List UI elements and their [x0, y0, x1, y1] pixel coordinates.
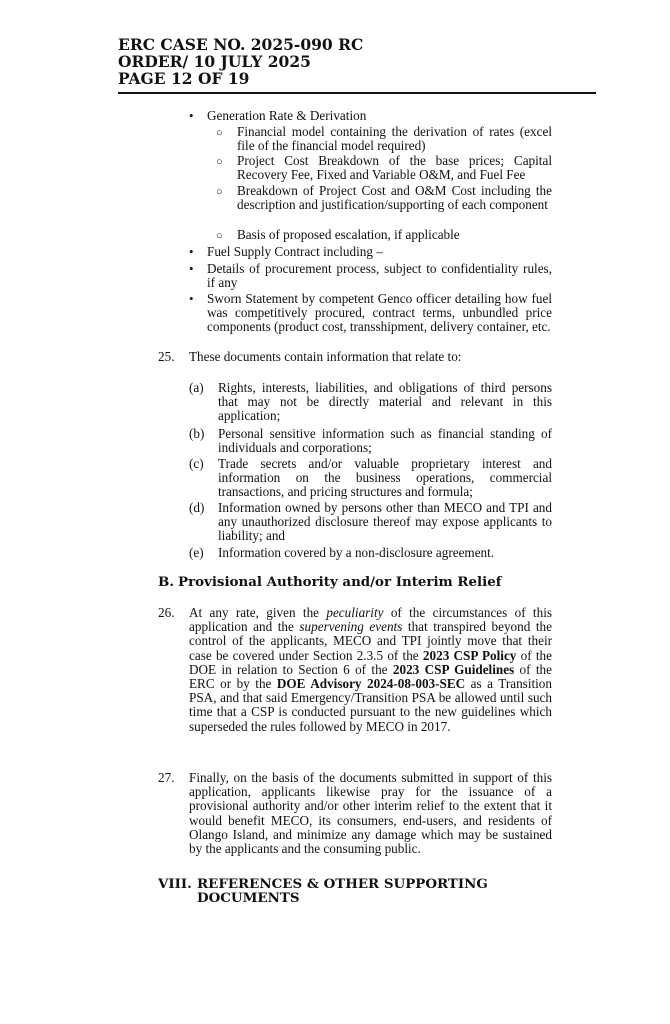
paragraph-27: Finally, on the basis of the documents submitted in support of this application, applicants likewise pray for the issuance of a provisional authority and/or other interim relief to the extent that it would benefit MECO, its consumers, end-users, and residents of Olango Island, and minimize any damage which may be sustained by the applicants and the consuming public.: [189, 770, 552, 857]
list-item: Information owned by persons other than MECO and TPI and any unauthorized disclosure thereof may expose applicants to liability; and: [218, 500, 552, 544]
page-number: PAGE 12 OF 19: [118, 69, 250, 88]
sub-bullet-item: Basis of proposed escalation, if applicable: [237, 227, 460, 242]
item-label: (d): [189, 500, 205, 515]
sub-bullet-item: Financial model containing the derivation of rates (excel file of the financial model required): [237, 124, 552, 154]
circle-bullet-icon: ○: [216, 230, 223, 242]
circle-bullet-icon: ○: [216, 127, 223, 139]
bullet-item: Fuel Supply Contract including –: [207, 244, 383, 259]
case-number: ERC CASE NO. 2025-090 RC: [118, 35, 364, 54]
item-label: (e): [189, 545, 204, 560]
section-viii-title: REFERENCES & OTHER SUPPORTING DOCUMENTS: [197, 876, 488, 907]
list-item: Rights, interests, liabilities, and obligations of third persons that may not be directly material and relevant in this application;: [218, 380, 552, 424]
circle-bullet-icon: ○: [216, 186, 223, 198]
bullet-icon: •: [189, 261, 194, 276]
bullet-icon: •: [189, 108, 194, 123]
section-viii-label: VIII.: [158, 876, 192, 892]
bullet-icon: •: [189, 244, 194, 259]
list-item: Information covered by a non-disclosure agreement.: [218, 545, 495, 560]
paragraph-number: 26.: [158, 605, 175, 620]
order-date: ORDER/ 10 JULY 2025: [118, 52, 311, 71]
bullet-item: Generation Rate & Derivation: [207, 108, 367, 123]
paragraph-number: 27.: [158, 770, 175, 785]
document-header: [118, 36, 596, 87]
item-label: (b): [189, 426, 205, 441]
bullet-item: Sworn Statement by competent Genco officer detailing how fuel was competitively procured, contract terms, unbundled price components (product cost, transshipment, delivery container, etc.: [207, 291, 552, 335]
item-label: (a): [189, 380, 204, 395]
section-b-label: B.: [158, 574, 174, 590]
circle-bullet-icon: ○: [216, 156, 223, 168]
sub-bullet-item: Project Cost Breakdown of the base prices; Capital Recovery Fee, Fixed and Variable O&M, and Fuel Fee: [237, 153, 552, 183]
item-label: (c): [189, 456, 204, 471]
sub-bullet-item: Breakdown of Project Cost and O&M Cost including the description and justification/supporting of each component: [237, 183, 552, 213]
paragraph-number: 25.: [158, 349, 175, 364]
list-item: Personal sensitive information such as financial standing of individuals and corporations;: [218, 426, 552, 456]
bullet-item: Details of procurement process, subject to confidentiality rules, if any: [207, 261, 552, 291]
bullet-icon: •: [189, 291, 194, 306]
section-b-title: Provisional Authority and/or Interim Relief: [178, 574, 502, 590]
list-item: Trade secrets and/or valuable proprietary interest and information on the business operations, commercial transactions, and pricing structures and formula;: [218, 456, 552, 500]
paragraph-26: At any rate, given the peculiarity of the circumstances of this application and the supervening events that transpired beyond the control of the applicants, MECO and TPI jointly move that their case be covered under Section 2.3.5 of the 2023 CSP Policy of the DOE in relation to Section 6 of the 2023 CSP Guidelines of the ERC or by the DOE Advisory 2024-08-003-SEC as a Transition PSA, and that said Emergency/Transition PSA be allowed until such time that a CSP is conducted pursuant to the new guidelines which superseded the rules followed by MECO in 2017.: [189, 605, 552, 734]
header-rule: [118, 92, 596, 94]
paragraph-25: These documents contain information that relate to:: [189, 349, 462, 364]
